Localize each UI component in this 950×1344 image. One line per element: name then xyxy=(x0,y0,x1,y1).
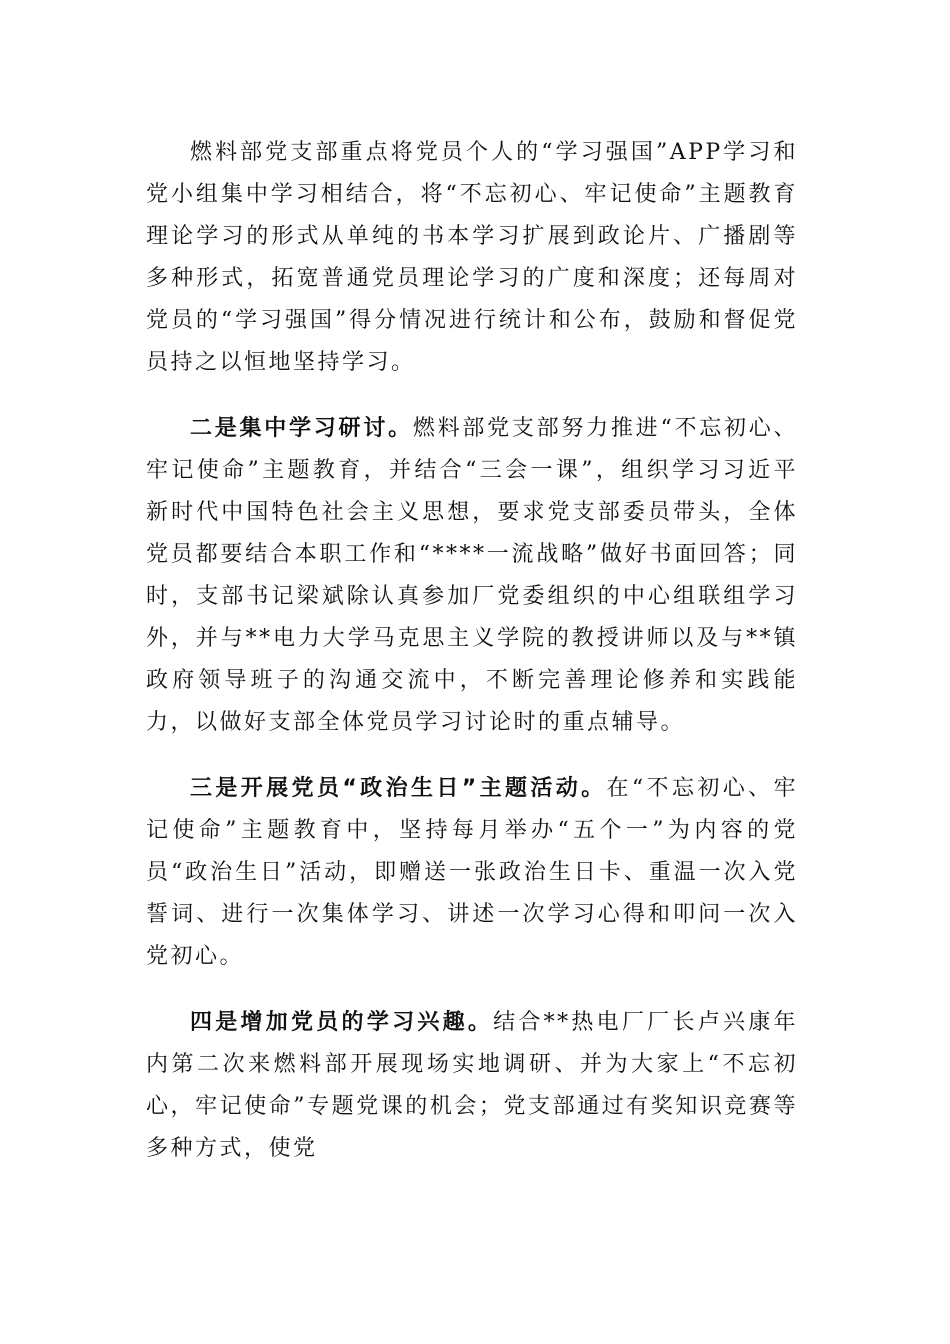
paragraph-study-app xyxy=(146,132,798,384)
paragraph-lead: 二是集中学习研讨。 xyxy=(190,416,413,441)
paragraph-lead: 三是开展党员“政治生日”主题活动。 xyxy=(190,776,607,801)
paragraph-text: 在“不忘初心、牢记使命”主题教育中，坚持每月举办“五个一”为内容的党员“政治生日”活动，即赠送一张政治生日卡、重温一次入党誓词、进行一次集体学习、讲述一次学习心得和叩问一次入党初心。 xyxy=(146,776,798,969)
paragraph-group-study xyxy=(146,408,798,744)
paragraph-text: 结合**热电厂厂长卢兴康年内第二次来燃料部开展现场实地调研、并为大家上“不忘初心，牢记使命”专题党课的机会；党支部通过有奖知识竞赛等多种方式，使党 xyxy=(146,1010,798,1161)
document-body xyxy=(146,132,798,1170)
paragraph-political-birthday xyxy=(146,768,798,978)
paragraph-text: 燃料部党支部重点将党员个人的“学习强国”APP学习和党小组集中学习相结合，将“不忘初心、牢记使命”主题教育理论学习的形式从单纯的书本学习扩展到政论片、广播剧等多种形式，拓宽普通党员理论学习的广度和深度；还每周对党员的“学习强国”得分情况进行统计和公布，鼓励和督促党员持之以恒地坚持学习。 xyxy=(146,140,798,375)
paragraph-lead: 四是增加党员的学习兴趣。 xyxy=(190,1010,494,1035)
paragraph-text: 燃料部党支部努力推进“不忘初心、牢记使命”主题教育，并结合“三会一课”，组织学习习近平新时代中国特色社会主义思想，要求党支部委员带头，全体党员都要结合本职工作和“****一流战略”做好书面回答；同时，支部书记梁斌除认真参加厂党委组织的中心组联组学习外，并与**电力大学马克思主义学院的教授讲师以及与**镇政府领导班子的沟通交流中，不断完善理论修养和实践能力，以做好支部全体党员学习讨论时的重点辅导。 xyxy=(146,416,798,735)
paragraph-study-interest xyxy=(146,1002,798,1170)
